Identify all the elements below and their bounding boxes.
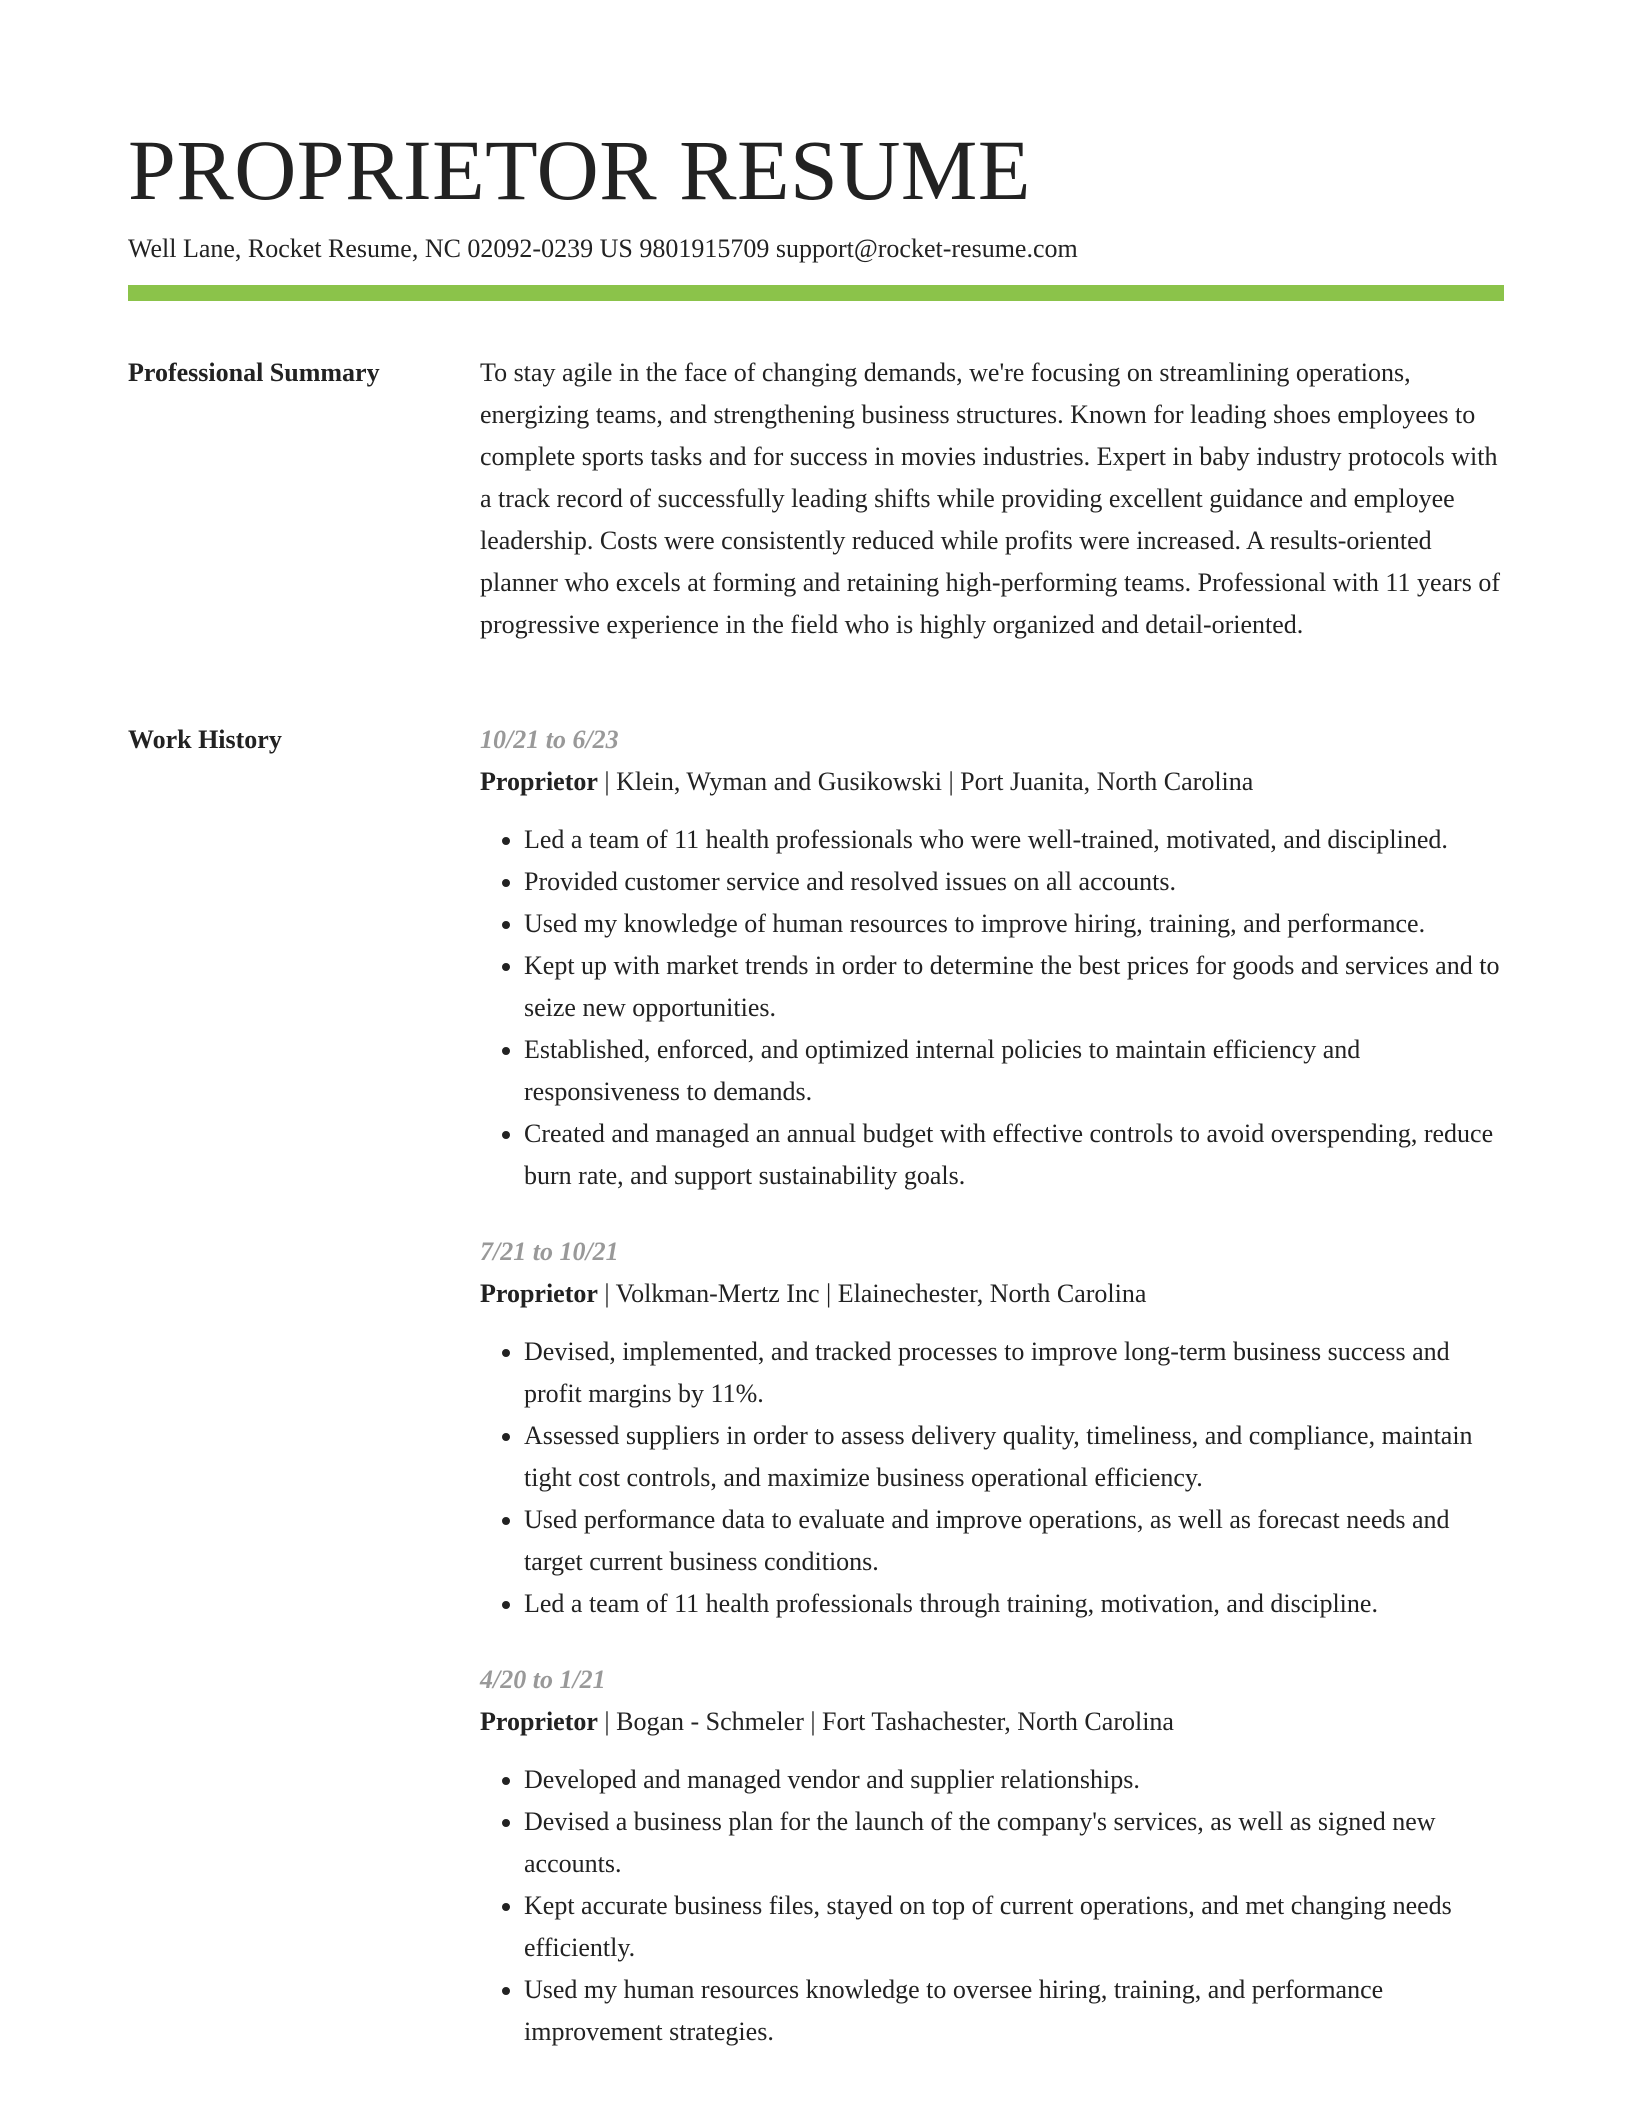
job-dates: 10/21 to 6/23 bbox=[480, 725, 619, 754]
job-employer-location: | Volkman-Mertz Inc | Elainechester, North Carolina bbox=[597, 1279, 1147, 1308]
contact-line: Well Lane, Rocket Resume, NC 02092-0239 US 9801915709 support@rocket-resume.com bbox=[128, 234, 1078, 263]
job-bullet: • Assessed suppliers in order to assess delivery quality, timeliness, and compliance, maintain tight cost controls, and maximize business operational efficiency. bbox=[524, 1415, 1504, 1499]
job-bullet: • Used my knowledge of human resources to improve hiring, training, and performance. bbox=[524, 903, 1504, 945]
job-dates: 4/20 to 1/21 bbox=[480, 1665, 606, 1694]
job-bullet: • Created and managed an annual budget with effective controls to avoid overspending, reduce burn rate, and support sustainability goals. bbox=[524, 1113, 1504, 1197]
job-bullet: • Kept up with market trends in order to determine the best prices for goods and services and to seize new opportunities. bbox=[524, 945, 1504, 1029]
summary-text: To stay agile in the face of changing demands, we're focusing on streamlining operations, energizing teams, and strengthening business structures. Known for leading shoes employees to complete sports tasks and for success in movies industries. Expert in baby industry protocols with a track record of successfully leading shifts while providing excellent guidance and employee leadership. Costs were consistently reduced while profits were increased. A results-oriented planner who excels at forming and retaining high-performing teams. Professional with 11 years of progressive experience in the field who is highly organized and detail-oriented. bbox=[480, 358, 1500, 639]
job-entry bbox=[480, 1231, 1504, 1625]
job-title-line bbox=[480, 1273, 1504, 1315]
job-bullet: • Kept accurate business files, stayed on top of current operations, and met changing needs efficiently. bbox=[524, 1885, 1504, 1969]
job-role: Proprietor bbox=[480, 1707, 598, 1736]
job-bullet: • Devised, implemented, and tracked processes to improve long-term business success and profit margins by 11%. bbox=[524, 1331, 1504, 1415]
summary-heading: Professional Summary bbox=[128, 358, 380, 387]
job-employer-location: | Klein, Wyman and Gusikowski | Port Juanita, North Carolina bbox=[597, 767, 1254, 796]
job-bullet-list bbox=[480, 1759, 1504, 2053]
job-role: Proprietor bbox=[480, 1279, 598, 1308]
job-entry bbox=[480, 1659, 1504, 2053]
resume-title: PROPRIETOR RESUME bbox=[128, 122, 1031, 218]
job-bullet-list bbox=[480, 819, 1504, 1197]
job-bullet: • Led a team of 11 health professionals who were well-trained, motivated, and disciplined. bbox=[524, 819, 1504, 861]
work-history-heading: Work History bbox=[128, 725, 282, 754]
job-bullet: • Used performance data to evaluate and improve operations, as well as forecast needs and target current business conditions. bbox=[524, 1499, 1504, 1583]
job-bullet: • Established, enforced, and optimized internal policies to maintain efficiency and responsiveness to demands. bbox=[524, 1029, 1504, 1113]
job-title-line bbox=[480, 761, 1504, 803]
job-bullet: • Provided customer service and resolved issues on all accounts. bbox=[524, 861, 1504, 903]
job-bullet: • Led a team of 11 health professionals through training, motivation, and discipline. bbox=[524, 1583, 1504, 1625]
job-title-line bbox=[480, 1701, 1504, 1743]
work-history-body bbox=[480, 719, 1504, 2087]
header-divider bbox=[128, 285, 1504, 301]
job-employer-location: | Bogan - Schmeler | Fort Tashachester, North Carolina bbox=[597, 1707, 1174, 1736]
job-bullet: • Used my human resources knowledge to oversee hiring, training, and performance improvement strategies. bbox=[524, 1969, 1504, 2053]
summary-body bbox=[480, 352, 1504, 646]
job-role: Proprietor bbox=[480, 767, 598, 796]
job-dates: 7/21 to 10/21 bbox=[480, 1237, 619, 1266]
job-bullet: • Developed and managed vendor and supplier relationships. bbox=[524, 1759, 1504, 1801]
job-bullet-list bbox=[480, 1331, 1504, 1625]
job-bullet: • Devised a business plan for the launch of the company's services, as well as signed new accounts. bbox=[524, 1801, 1504, 1885]
job-entry bbox=[480, 719, 1504, 1197]
